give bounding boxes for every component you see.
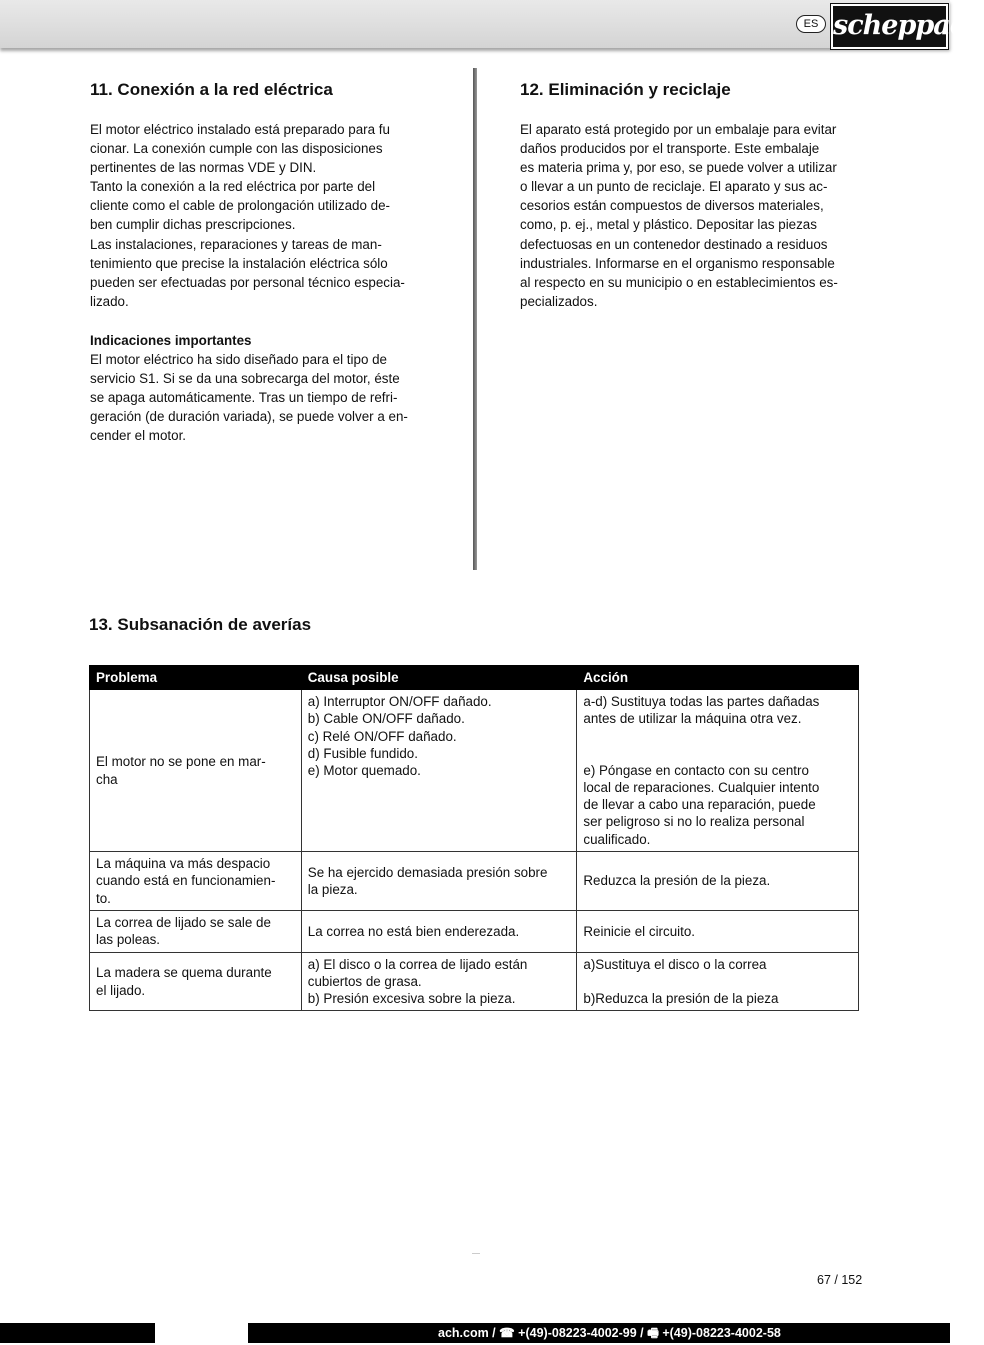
footer-contact: ach.com / ☎ +(49)-08223-4002-99 / 🖷 +(49)-08223-4002-58 xyxy=(438,1326,781,1340)
cell-line: cha xyxy=(96,771,118,787)
footer-gap xyxy=(155,1323,248,1343)
text-line: cliente como el cable de prolongación utilizado de- xyxy=(90,198,390,214)
column-header-cause: Causa posible xyxy=(301,666,577,690)
scan-speck xyxy=(472,1253,480,1254)
cell-line: Reinicie el circuito. xyxy=(583,923,696,939)
text-line: Tanto la conexión a la red eléctrica por parte del xyxy=(90,179,376,195)
cell-line: b) Cable ON/OFF dañado. xyxy=(307,711,465,727)
problem-cell xyxy=(90,690,302,852)
text-line: pecializados. xyxy=(520,293,598,309)
table-row xyxy=(90,952,859,1011)
cell-line: a-d) Sustituya todas las partes dañadas xyxy=(583,694,820,709)
cell-line: Reduzca la presión de la pieza. xyxy=(583,873,771,889)
section-12-body xyxy=(520,120,860,311)
cell-line: a) El disco o la correa de lijado están xyxy=(307,956,528,972)
action-cell xyxy=(577,852,859,911)
section-12-title: 12. Eliminación y reciclaje xyxy=(520,80,731,99)
cell-line: de llevar a cabo una reparación, puede xyxy=(583,797,816,813)
text-line: El aparato está protegido por un embalaje para evitar xyxy=(520,122,837,137)
section-11-body xyxy=(90,120,430,311)
cell-line: e) Póngase en contacto con su centro xyxy=(583,762,809,778)
cell-line: cubiertos de grasa. xyxy=(307,973,422,989)
section-11-title: 11. Conexión a la red eléctrica xyxy=(90,80,333,99)
text-line: ben cumplir dichas prescripciones. xyxy=(90,217,296,233)
cause-cell xyxy=(301,910,577,952)
text-line: servicio S1. Si se da una sobrecarga del motor, éste xyxy=(90,371,400,387)
text-line: cesorios están compuestos de diversos materiales, xyxy=(520,198,824,214)
problem-cell xyxy=(90,852,302,911)
cell-line: e) Motor quemado. xyxy=(307,763,421,779)
text-line: lizado. xyxy=(90,293,129,309)
troubleshooting-table xyxy=(89,665,859,1011)
action-cell xyxy=(577,952,859,1011)
cell-line: La correa no está bien enderezada. xyxy=(307,923,520,939)
cause-cell xyxy=(301,952,577,1011)
section-13-title: 13. Subsanación de averías xyxy=(89,615,312,634)
problem-cell xyxy=(90,910,302,952)
important-notes-heading: Indicaciones importantes xyxy=(90,333,252,348)
cell-line: a)Sustituya el disco o la correa xyxy=(583,956,767,972)
text-line: Las instalaciones, reparaciones y tareas de man- xyxy=(90,236,382,252)
cell-line: La madera se quema durante xyxy=(96,965,272,981)
page-number: 67 / 152 xyxy=(817,1273,863,1287)
cell-line: ser peligroso si no lo realiza personal xyxy=(583,814,805,830)
language-badge: ES xyxy=(796,15,826,33)
text-line: como, p. ej., metal y plástico. Depositar las piezas xyxy=(520,217,817,233)
cell-line: las poleas. xyxy=(96,932,161,948)
cell-line: cuando está en funcionamien- xyxy=(96,873,276,889)
table-row xyxy=(90,852,859,911)
text-line: El motor eléctrico instalado está preparado para fu xyxy=(90,122,390,137)
cell-line: el lijado. xyxy=(96,982,146,998)
text-line: El motor eléctrico ha sido diseñado para el tipo de xyxy=(90,352,388,368)
text-line: se apaga automáticamente. Tras un tiempo de refri- xyxy=(90,390,398,406)
cell-line: c) Relé ON/OFF dañado. xyxy=(307,728,457,744)
cell-line: to. xyxy=(96,890,111,906)
text-line: al respecto en su municipio o en establecimientos es- xyxy=(520,274,838,290)
cell-line: Se ha ejercido demasiada presión sobre xyxy=(307,864,548,880)
text-line: pertinentes de las normas VDE y DIN. xyxy=(90,160,317,176)
table-header-row xyxy=(90,666,859,690)
text-line: es materia prima y, por eso, se puede volver a utilizar xyxy=(520,160,837,176)
text-line: industriales. Informarse en el organismo responsable xyxy=(520,255,835,271)
cause-cell xyxy=(301,852,577,911)
column-divider xyxy=(473,68,477,570)
text-line: cionar. La conexión cumple con las disposiciones xyxy=(90,141,383,157)
problem-cell xyxy=(90,952,302,1011)
cell-line: b)Reduzca la presión de la pieza xyxy=(583,990,779,1006)
cell-line: b) Presión excesiva sobre la pieza. xyxy=(307,991,516,1007)
text-line: o llevar a un punto de reciclaje. El aparato y sus ac- xyxy=(520,179,828,195)
table-row xyxy=(90,910,859,952)
cell-line: El motor no se pone en mar- xyxy=(96,754,266,770)
cell-line: La máquina va más despacio xyxy=(96,856,271,872)
text-line: tenimiento que precise la instalación eléctrica sólo xyxy=(90,255,388,271)
cause-cell xyxy=(301,690,577,852)
column-header-action: Acción xyxy=(577,666,859,690)
cell-line: cualificado. xyxy=(583,831,651,847)
cell-line: d) Fusible fundido. xyxy=(307,745,418,761)
text-line: cender el motor. xyxy=(90,428,187,444)
text-line: daños producidos por el transporte. Este embalaje xyxy=(520,141,820,157)
brand-logo: scheppach xyxy=(831,4,948,49)
action-cell xyxy=(577,910,859,952)
cell-line: local de reparaciones. Cualquier intento xyxy=(583,779,820,795)
text-line: geración (de duración variada), se puede volver a en- xyxy=(90,409,408,425)
cell-line: antes de utilizar la máquina otra vez. xyxy=(583,711,802,727)
cell-line: La correa de lijado se sale de xyxy=(96,914,271,930)
cell-line: a) Interruptor ON/OFF dañado. xyxy=(307,694,492,709)
important-notes xyxy=(90,331,430,446)
text-line: pueden ser efectuadas por personal técnico especia- xyxy=(90,274,405,290)
column-header-problem: Problema xyxy=(90,666,302,690)
table-row xyxy=(90,690,859,852)
cell-line: la pieza. xyxy=(307,882,358,898)
action-cell xyxy=(577,690,859,852)
text-line: defectuosas en un contenedor destinado a residuos xyxy=(520,236,828,252)
